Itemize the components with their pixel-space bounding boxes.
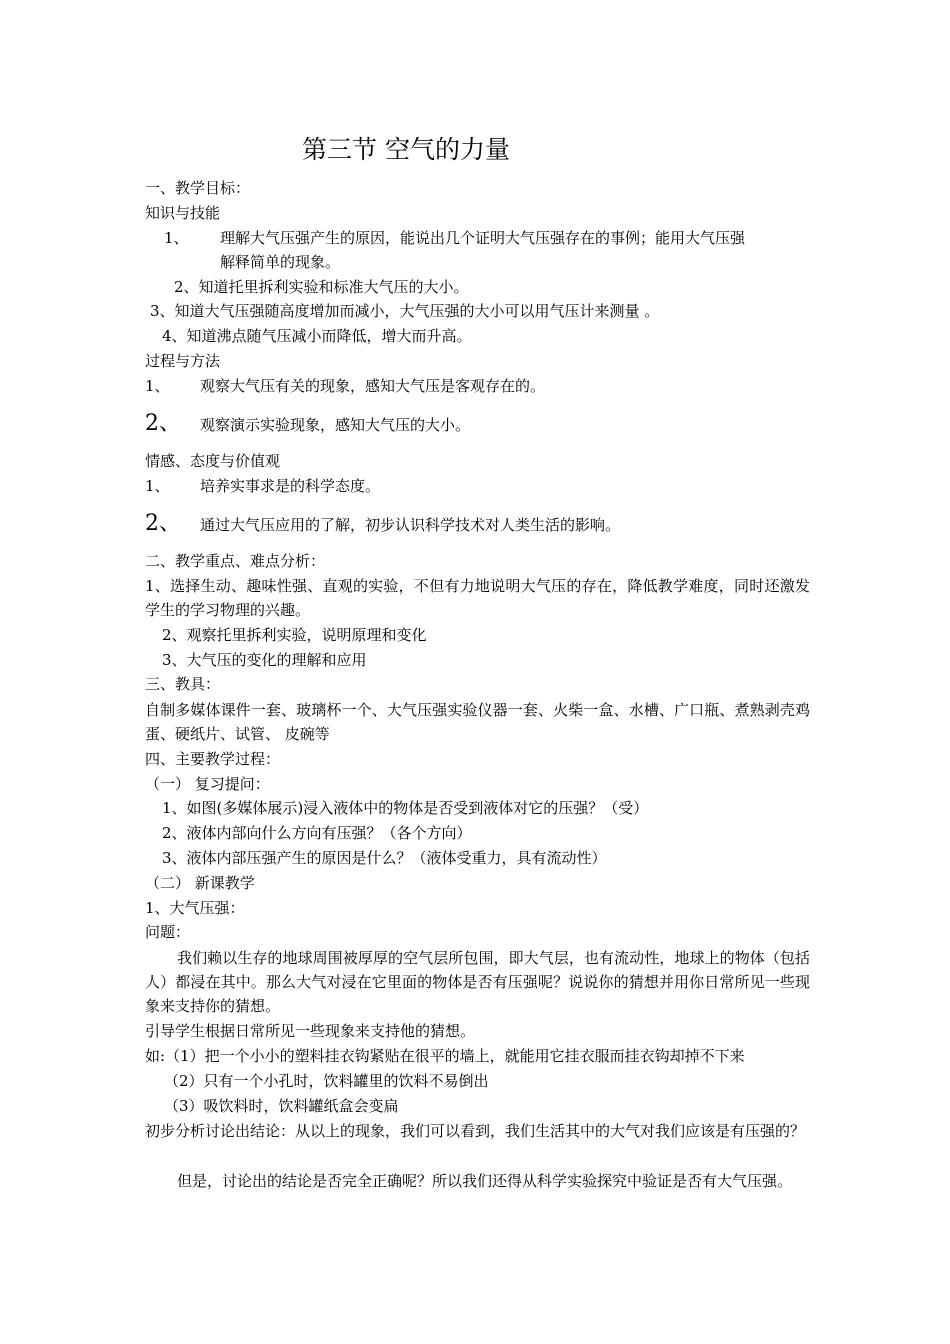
new-lesson-heading: （二） 新课教学 — [145, 874, 255, 892]
knowledge-skills-heading: 知识与技能 — [145, 204, 221, 222]
document-title: 第三节 空气的力量 — [302, 135, 510, 164]
emotion-item-2-number: 2、 — [145, 511, 181, 536]
emotion-item-1-number: 1、 — [145, 477, 170, 495]
review-question-2: 2、液体内部向什么方向有压强？（各个方向） — [162, 824, 472, 842]
example-2: （2）只有一个小孔时，饮料罐里的饮料不易倒出 — [164, 1072, 489, 1090]
closing-paragraph: 但是，讨论出的结论是否完全正确呢？所以我们还得从科学实验探究中验证是否有大气压强。 — [177, 1172, 793, 1190]
knowledge-item-1-line-1: 理解大气压强产生的原因，能说出几个证明大气压强存在的事例；能用大气压强 — [220, 229, 746, 247]
conclusion-paragraph: 初步分析讨论出结论：从以上的现象，我们可以看到，我们生活其中的大气对我们应该是有压强的？ — [145, 1122, 806, 1140]
review-heading: （一） 复习提问： — [145, 775, 270, 793]
process-method-heading: 过程与方法 — [145, 352, 221, 370]
question-label: 问题： — [145, 923, 191, 941]
emotion-item-1 — [145, 476, 380, 496]
process-item-2 — [145, 410, 470, 438]
process-item-2-text: 观察演示实验现象，感知大气压的大小。 — [200, 416, 471, 434]
section-1-heading: 一、教学目标： — [145, 179, 251, 197]
knowledge-item-4: 4、知道沸点随气压减小而降低，增大而升高。 — [162, 327, 472, 345]
new-lesson-item-1: 1、大气压强： — [145, 899, 245, 917]
section-3-heading: 三、教具： — [145, 675, 221, 693]
section-2-item-2: 2、观察托里拆利实验，说明原理和变化 — [162, 626, 427, 644]
review-question-1: 1、如图(多媒体展示)浸入液体中的物体是否受到液体对它的压强？（受） — [162, 799, 649, 817]
guide-sentence: 引导学生根据日常所见一些现象来支持他的猜想。 — [145, 1022, 476, 1040]
knowledge-item-1-line-2: 解释简单的现象。 — [220, 253, 341, 271]
section-4-heading: 四、主要教学过程： — [145, 750, 281, 768]
knowledge-item-2: 2、知道托里拆利实验和标准大气压的大小。 — [174, 278, 469, 296]
knowledge-item-1-number: 1、 — [164, 229, 189, 247]
emotion-heading: 情感、态度与价值观 — [145, 452, 281, 470]
question-paragraph: 我们赖以生存的地球周围被厚厚的空气层所包围，即大气层，也有流动性，地球上的物体（包括人）都浸在其中。那么大气对浸在它里面的物体是否有压强呢？说说你的猜想并用你日常所见一些现象来支持你的猜想。 — [145, 949, 810, 1015]
section-3-text: 自制多媒体课件一套、玻璃杯一个、大气压强实验仪器一套、火柴一盒、水槽、广口瓶、煮熟剥壳鸡蛋、硬纸片、试管、 皮碗等 — [145, 701, 810, 743]
process-item-1 — [145, 376, 545, 396]
emotion-item-1-text: 培养实事求是的科学态度。 — [200, 477, 381, 495]
process-item-2-number: 2、 — [145, 411, 181, 436]
process-item-1-text: 观察大气压有关的现象，感知大气压是客观存在的。 — [200, 377, 546, 395]
knowledge-item-3: 3、知道大气压强随高度增加而减小，大气压强的大小可以用气压计来测量 。 — [150, 302, 660, 320]
section-2-item-3: 3、大气压的变化的理解和应用 — [162, 651, 367, 669]
process-item-1-number: 1、 — [145, 377, 170, 395]
example-3: （3）吸饮料时，饮料罐纸盒会变扁 — [164, 1097, 399, 1115]
emotion-item-2-text: 通过大气压应用的了解，初步认识科学技术对人类生活的影响。 — [200, 516, 621, 534]
section-2-heading: 二、教学重点、难点分析： — [145, 552, 326, 570]
section-2-paragraph-1: 1、选择生动、趣味性强、直观的实验，不但有力地说明大气压的存在，降低教学难度，同时还激发学生的学习物理的兴趣。 — [145, 577, 810, 619]
review-question-3: 3、液体内部压强产生的原因是什么？（液体受重力，具有流动性） — [162, 849, 607, 867]
emotion-item-2 — [145, 510, 620, 538]
example-1: 如:（1）把一个小小的塑料挂衣钩紧贴在很平的墙上，就能用它挂衣服而挂衣钩却掉不下来 — [145, 1047, 745, 1065]
